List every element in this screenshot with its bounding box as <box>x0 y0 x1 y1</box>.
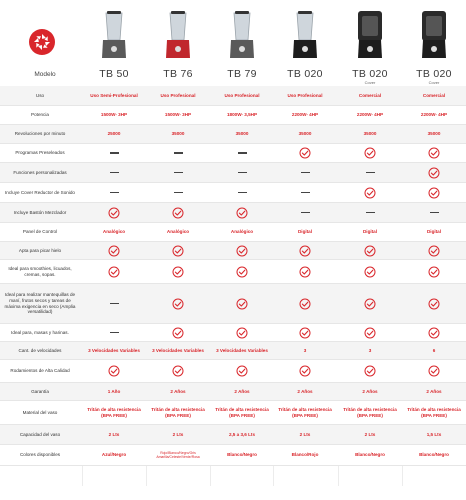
table-cell: 2 Lts <box>364 431 376 437</box>
table-cell: Tritán de alta resistencia (BPA FREE) <box>151 407 205 418</box>
table-cell <box>82 163 146 182</box>
blender-image-icon <box>418 10 450 60</box>
product-name: TB 020 <box>287 68 323 80</box>
product-name: TB 50 <box>99 68 129 80</box>
table-cell: 2,5 a 3,6 Lts <box>228 431 256 437</box>
checkmark-icon <box>428 298 440 310</box>
table-row <box>0 163 466 183</box>
checkmark-icon <box>236 207 248 219</box>
blender-image-icon <box>354 10 386 60</box>
blender-image-icon <box>98 10 130 60</box>
blender-image-icon <box>289 10 321 60</box>
table-cell <box>82 144 146 162</box>
checkmark-icon <box>364 187 376 199</box>
table-cell <box>402 324 466 341</box>
row-label: Capacidad del vaso <box>19 431 61 437</box>
row-label: Cant. de velocidades <box>18 347 62 353</box>
dash-icon <box>110 172 119 173</box>
table-cell: Blanco/Rojo <box>291 452 319 458</box>
checkmark-icon <box>428 266 440 278</box>
table-cell <box>146 203 210 222</box>
table-cell <box>273 144 337 162</box>
checkmark-icon <box>364 327 376 339</box>
table-row <box>0 86 466 106</box>
table-row <box>0 401 466 425</box>
table-cell <box>402 284 466 323</box>
table-cell <box>338 203 402 222</box>
checkmark-icon <box>428 167 440 179</box>
row-label: Ideal para smoothies, licuados, cremas, sopas. <box>8 265 72 277</box>
table-cell <box>146 360 210 382</box>
table-row <box>0 425 466 445</box>
modelo-label: Modelo <box>34 71 56 78</box>
table-cell: 35000 <box>298 131 312 137</box>
table-cell <box>402 144 466 162</box>
dash-icon <box>238 192 247 193</box>
table-cell: Rojo/Blanco/Negro/Gris Amarilla/Celeste/Verde/Rosa <box>156 450 200 459</box>
table-cell: Digital <box>297 229 313 235</box>
row-label: Ideal para realizar mantequillas de maní, frutos secos y tareas de máxima exigencia en seco (Amplia versatilidad) <box>4 292 76 315</box>
checkmark-icon <box>236 245 248 257</box>
table-cell: Analógico <box>102 229 126 235</box>
table-cell: 1,5 Lts <box>426 431 442 437</box>
dash-icon <box>110 303 119 304</box>
table-cell <box>338 360 402 382</box>
table-row <box>0 383 466 401</box>
table-cell <box>146 284 210 323</box>
row-label: Rodamientos de Alta Calidad <box>10 368 70 374</box>
header <box>0 0 466 86</box>
table-cell: 3 Velocidades Variables <box>88 347 140 353</box>
dash-icon <box>174 152 183 153</box>
product-column-header <box>404 10 464 86</box>
comparison-table <box>0 86 466 466</box>
product-name: TB 79 <box>227 68 257 80</box>
row-label: Funciones personalizadas <box>13 169 67 175</box>
product-column-header <box>212 10 272 86</box>
table-row <box>0 223 466 242</box>
table-cell <box>338 144 402 162</box>
brand-logo-icon <box>28 28 56 56</box>
table-cell: 2 Lts <box>172 431 184 437</box>
dash-icon <box>366 212 375 213</box>
table-cell: Comercial <box>358 92 382 98</box>
table-cell: Blanco/Negro <box>419 452 449 458</box>
table-cell <box>210 324 274 341</box>
blender-image-icon <box>162 10 194 60</box>
product-column-header <box>148 10 208 86</box>
table-cell <box>402 203 466 222</box>
table-cell <box>82 284 146 323</box>
checkmark-icon <box>428 327 440 339</box>
table-cell: 35000 <box>171 131 185 137</box>
row-label: Material del vaso <box>22 409 58 415</box>
table-cell: 2200W- 4HP <box>291 112 319 118</box>
table-cell: 1500W- 3HP <box>164 112 192 118</box>
table-cell: Tritán de alta resistencia (BPA FREE) <box>87 407 141 418</box>
table-cell: 2 Años <box>297 388 313 394</box>
table-cell: Tritán de alta resistencia (BPA FREE) <box>407 407 461 418</box>
table-cell <box>338 260 402 283</box>
checkmark-icon <box>428 365 440 377</box>
table-cell <box>338 284 402 323</box>
table-row <box>0 324 466 342</box>
table-cell: Analógico <box>166 229 190 235</box>
table-cell: 1800W- 3,5HP <box>226 112 258 118</box>
table-cell: Tritán de alta resistencia (BPA FREE) <box>278 407 332 418</box>
checkmark-icon <box>299 327 311 339</box>
product-subtitle: Cover <box>364 80 376 85</box>
row-label: Colores disponibles <box>19 452 61 458</box>
row-label: Uso <box>35 92 45 98</box>
table-cell: 3 <box>303 347 307 353</box>
table-cell: Digital <box>362 229 378 235</box>
table-cell: Digital <box>426 229 442 235</box>
table-row <box>0 260 466 284</box>
table-cell: 2 Años <box>170 388 186 394</box>
table-row <box>0 106 466 125</box>
table-cell <box>210 242 274 259</box>
blender-image-icon <box>226 10 258 60</box>
table-cell <box>273 242 337 259</box>
table-cell: 35000 <box>235 131 249 137</box>
table-cell <box>146 260 210 283</box>
checkmark-icon <box>428 147 440 159</box>
table-cell <box>338 163 402 182</box>
table-cell: Blanco/Negro <box>227 452 257 458</box>
table-cell <box>210 260 274 283</box>
dash-icon <box>110 152 119 153</box>
dash-icon <box>238 152 247 153</box>
table-cell <box>82 183 146 202</box>
table-cell: Tritán de alta resistencia (BPA FREE) <box>343 407 397 418</box>
table-cell <box>273 360 337 382</box>
checkmark-icon <box>236 266 248 278</box>
table-cell <box>338 324 402 341</box>
table-cell: 2 Años <box>426 388 442 394</box>
row-label: Programas Preseleados <box>15 150 65 156</box>
product-name: TB 020 <box>352 68 388 80</box>
checkmark-icon <box>428 187 440 199</box>
checkmark-icon <box>299 365 311 377</box>
table-cell <box>82 324 146 341</box>
table-row <box>0 284 466 324</box>
table-cell: 1 Año <box>107 388 121 394</box>
checkmark-icon <box>364 365 376 377</box>
dash-icon <box>174 192 183 193</box>
table-row <box>0 342 466 360</box>
row-label: Incluye Cover Reductor de Sonido <box>5 189 75 195</box>
table-cell: 2 Lts <box>299 431 311 437</box>
table-cell <box>210 203 274 222</box>
checkmark-icon <box>236 327 248 339</box>
table-cell <box>82 260 146 283</box>
checkmark-icon <box>108 266 120 278</box>
table-cell <box>273 260 337 283</box>
table-cell <box>338 183 402 202</box>
table-cell: 2200W- 4HP <box>356 112 384 118</box>
table-cell <box>146 242 210 259</box>
table-cell: 1500W- 3HP <box>100 112 128 118</box>
table-cell <box>402 163 466 182</box>
table-cell: 25000 <box>107 131 121 137</box>
dash-icon <box>238 172 247 173</box>
table-cell: 6 <box>432 347 436 353</box>
table-cell: Azul/Negro <box>101 452 127 458</box>
product-column-header <box>275 10 335 86</box>
table-cell: Uso Semi-Profesional <box>90 92 138 98</box>
checkmark-icon <box>172 245 184 257</box>
checkmark-icon <box>172 266 184 278</box>
checkmark-icon <box>108 245 120 257</box>
dash-icon <box>110 192 119 193</box>
table-cell <box>82 203 146 222</box>
product-name: TB 020 <box>416 68 452 80</box>
row-label: Garantía <box>31 388 49 394</box>
table-cell <box>146 183 210 202</box>
row-label: Ideal para, masas y harinas. <box>11 329 69 335</box>
table-cell: Uso Profesional <box>160 92 196 98</box>
table-row <box>0 445 466 466</box>
product-subtitle: Cover <box>428 80 440 85</box>
checkmark-icon <box>236 298 248 310</box>
table-cell: 3 Velocidades Variables <box>216 347 268 353</box>
table-cell: 2 Años <box>362 388 378 394</box>
row-label: Revoluciones por minuto <box>14 131 66 137</box>
row-label: Panel de Control <box>22 229 58 235</box>
table-cell: 35000 <box>363 131 377 137</box>
table-cell <box>273 324 337 341</box>
table-cell: 2200W- 4HP <box>420 112 448 118</box>
table-cell <box>273 203 337 222</box>
table-cell: Uso Profesional <box>287 92 323 98</box>
table-cell <box>210 183 274 202</box>
table-cell <box>146 163 210 182</box>
table-cell: Blanco/Negro <box>355 452 385 458</box>
table-cell <box>273 163 337 182</box>
table-cell <box>210 144 274 162</box>
table-cell: 3 Velocidades Variables <box>152 347 204 353</box>
table-cell: Uso Profesional <box>224 92 260 98</box>
table-cell <box>82 360 146 382</box>
checkmark-icon <box>172 365 184 377</box>
table-row <box>0 144 466 163</box>
table-cell <box>402 242 466 259</box>
table-cell: 2 Años <box>234 388 250 394</box>
checkmark-icon <box>364 245 376 257</box>
table-cell <box>146 324 210 341</box>
table-cell: Analógico <box>230 229 254 235</box>
checkmark-icon <box>108 207 120 219</box>
checkmark-icon <box>364 266 376 278</box>
table-cell <box>273 183 337 202</box>
product-column-header <box>340 10 400 86</box>
checkmark-icon <box>299 245 311 257</box>
table-row <box>0 183 466 203</box>
table-cell <box>273 284 337 323</box>
checkmark-icon <box>172 207 184 219</box>
product-name: TB 76 <box>163 68 193 80</box>
checkmark-icon <box>299 298 311 310</box>
checkmark-icon <box>172 327 184 339</box>
checkmark-icon <box>299 266 311 278</box>
table-row <box>0 203 466 223</box>
table-cell <box>402 260 466 283</box>
table-row <box>0 360 466 383</box>
product-column-header <box>84 10 144 86</box>
table-cell: 35000 <box>427 131 441 137</box>
table-cell <box>146 144 210 162</box>
checkmark-icon <box>299 147 311 159</box>
dash-icon <box>430 212 439 213</box>
row-label: Potencia <box>31 112 49 118</box>
table-cell <box>402 183 466 202</box>
table-row <box>0 125 466 144</box>
table-cell: Comercial <box>422 92 446 98</box>
checkmark-icon <box>428 245 440 257</box>
row-label: Incluye Bastón Mezclador <box>13 209 67 215</box>
table-cell <box>210 284 274 323</box>
table-cell <box>338 242 402 259</box>
checkmark-icon <box>172 298 184 310</box>
dash-icon <box>110 332 119 333</box>
table-cell: 3 <box>368 347 372 353</box>
dash-icon <box>366 172 375 173</box>
table-cell: 2 Lts <box>108 431 120 437</box>
dash-icon <box>301 192 310 193</box>
table-cell <box>210 360 274 382</box>
dash-icon <box>174 172 183 173</box>
checkmark-icon <box>364 147 376 159</box>
checkmark-icon <box>236 365 248 377</box>
table-cell: Tritán de alta resistencia (BPA FREE) <box>215 407 269 418</box>
dash-icon <box>301 172 310 173</box>
table-cell <box>402 360 466 382</box>
checkmark-icon <box>108 365 120 377</box>
checkmark-icon <box>364 298 376 310</box>
table-row <box>0 242 466 260</box>
row-label: Apta para picar hielo <box>18 247 62 253</box>
table-cell <box>82 242 146 259</box>
dash-icon <box>301 212 310 213</box>
table-cell <box>210 163 274 182</box>
